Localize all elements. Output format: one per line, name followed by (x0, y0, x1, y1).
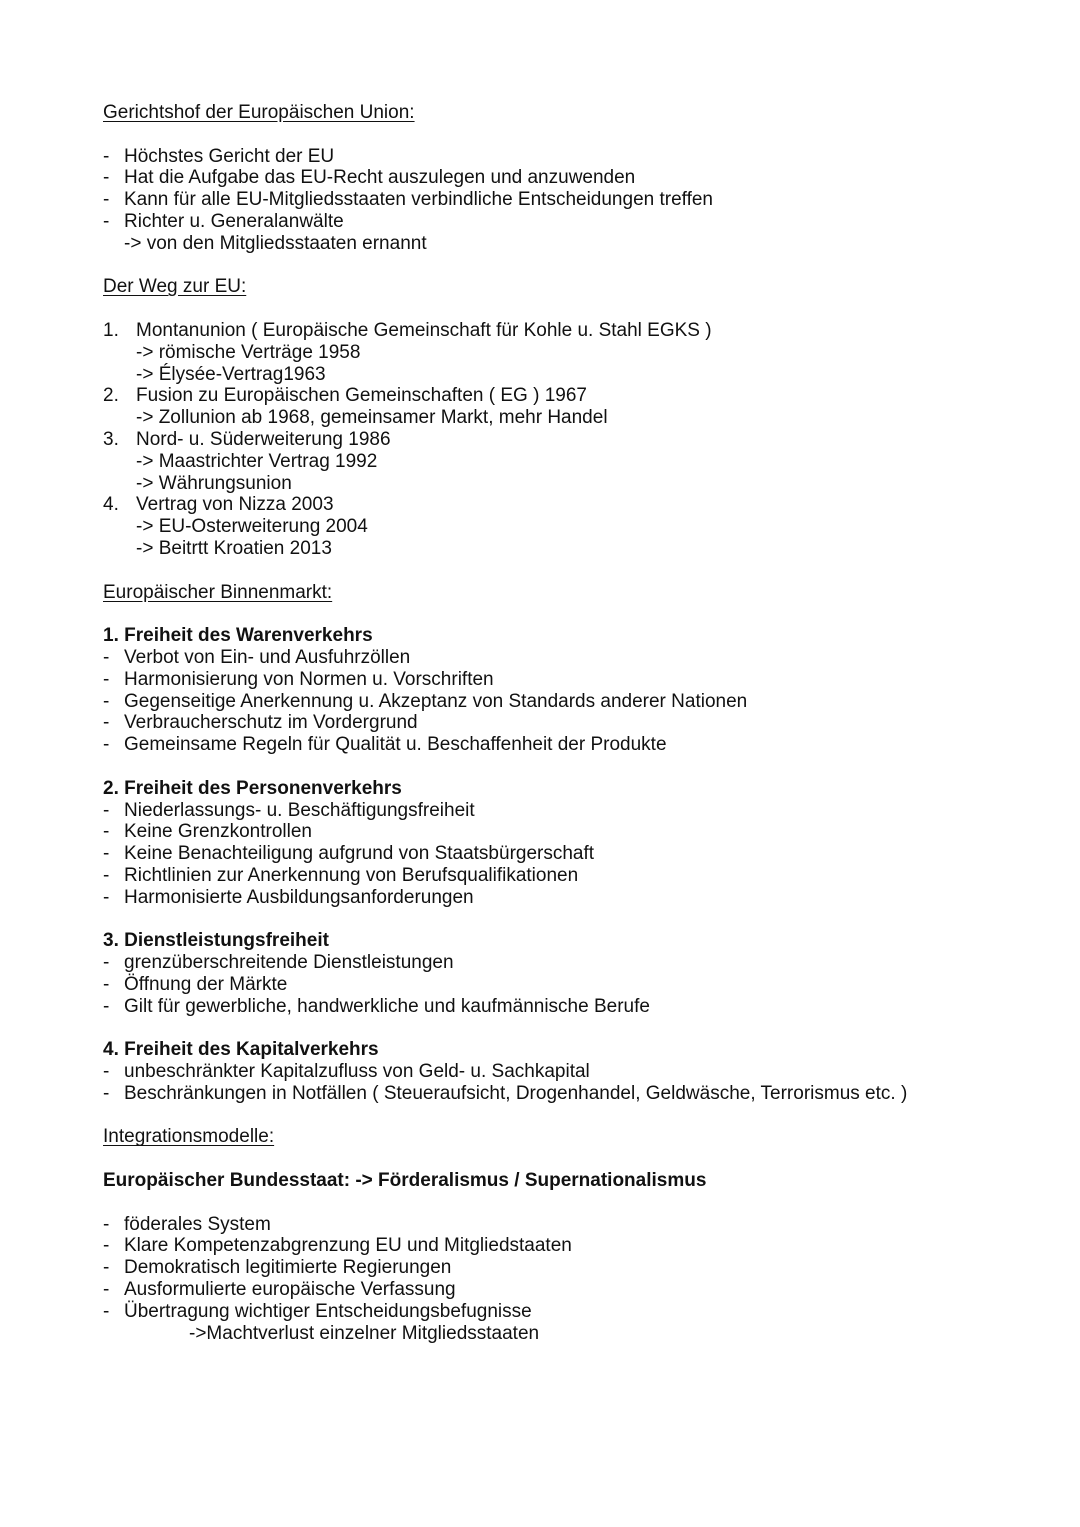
item-number: 2. (103, 385, 119, 407)
item-text: Vertrag von Nizza 2003 (136, 494, 334, 516)
list-item: - unbeschränkter Kapitalzufluss von Geld- u. Sachkapital (103, 1061, 1043, 1083)
list-item: - Verbot von Ein- und Ausfuhrzöllen (103, 647, 1043, 669)
numbered-item (103, 494, 1043, 516)
list-item: - Demokratisch legitimierte Regierungen (103, 1257, 1043, 1279)
list-item: - Harmonisierte Ausbildungsanforderungen (103, 887, 1043, 909)
item-number: 4. (103, 494, 119, 516)
list-item: - Höchstes Gericht der EU (103, 146, 1043, 168)
numbered-item (103, 320, 1043, 342)
numbered-item (103, 385, 1043, 407)
section-heading: Gerichtshof der Europäischen Union: (103, 102, 415, 123)
list-item: - Gegenseitige Anerkennung u. Akzeptanz von Standards anderer Nationen (103, 691, 1043, 713)
section-heading: Integrationsmodelle: (103, 1126, 275, 1148)
list-item: - grenzüberschreitende Dienstleistungen (103, 952, 1043, 974)
list-item: - Harmonisierung von Normen u. Vorschriften (103, 669, 1043, 691)
list-subitem: -> Zollunion ab 1968, gemeinsamer Markt, mehr Handel (136, 407, 608, 429)
list-item: - Niederlassungs- u. Beschäftigungsfreiheit (103, 800, 1043, 822)
list-item: - Verbraucherschutz im Vordergrund (103, 712, 1043, 734)
model-title: Europäischer Bundesstaat: -> Förderalismus / Supernationalismus (103, 1170, 707, 1192)
section-market (103, 582, 1043, 1105)
freedom-title: 1. Freiheit des Warenverkehrs (103, 625, 373, 647)
numbered-item (103, 429, 1043, 451)
section-models (103, 1126, 1043, 1344)
list-subitem: -> Élysée-Vertrag1963 (136, 363, 326, 385)
list-subitem: -> Währungsunion (136, 472, 292, 494)
list-item: - Übertragung wichtiger Entscheidungsbefugnisse (103, 1301, 1043, 1323)
list-item: - Richter u. Generalanwälte (103, 211, 1043, 233)
list-subitem: -> Maastrichter Vertrag 1992 (136, 450, 378, 472)
list-item: - Klare Kompetenzabgrenzung EU und Mitgliedstaaten (103, 1235, 1043, 1257)
document-page (103, 102, 1043, 1344)
section-heading: Der Weg zur EU: (103, 276, 247, 298)
list-item: - föderales System (103, 1214, 1043, 1236)
list-item: - Beschränkungen in Notfällen ( Steueraufsicht, Drogenhandel, Geldwäsche, Terrorismus etc. ) (103, 1083, 1043, 1105)
item-number: 1. (103, 319, 119, 341)
item-text: Nord- u. Süderweiterung 1986 (136, 428, 391, 450)
list-subitem: -> von den Mitgliedsstaaten ernannt (124, 232, 427, 254)
list-item: - Gemeinsame Regeln für Qualität u. Beschaffenheit der Produkte (103, 734, 1043, 756)
item-text: Fusion zu Europäischen Gemeinschaften ( EG ) 1967 (136, 385, 587, 407)
list-item: - Keine Benachteiligung aufgrund von Staatsbürgerschaft (103, 843, 1043, 865)
item-number: 3. (103, 428, 119, 450)
list-subitem: ->Machtverlust einzelner Mitgliedsstaaten (189, 1322, 540, 1344)
section-heading: Europäischer Binnenmarkt: (103, 581, 333, 603)
list-item: - Ausformulierte europäische Verfassung (103, 1279, 1043, 1301)
list-item: - Keine Grenzkontrollen (103, 821, 1043, 843)
list-subitem: -> römische Verträge 1958 (136, 341, 361, 363)
section-court (103, 102, 1043, 255)
freedom-title: 3. Dienstleistungsfreiheit (103, 930, 329, 952)
freedom-title: 2. Freiheit des Personenverkehrs (103, 777, 402, 799)
item-text: Montanunion ( Europäische Gemeinschaft für Kohle u. Stahl EGKS ) (136, 319, 712, 341)
list-item: - Richtlinien zur Anerkennung von Berufsqualifikationen (103, 865, 1043, 887)
section-path (103, 276, 1043, 559)
list-item: - Öffnung der Märkte (103, 974, 1043, 996)
freedom-title: 4. Freiheit des Kapitalverkehrs (103, 1039, 379, 1061)
list-item: - Kann für alle EU-Mitgliedsstaaten verbindliche Entscheidungen treffen (103, 189, 1043, 211)
list-item: - Hat die Aufgabe das EU-Recht auszulegen und anzuwenden (103, 167, 1043, 189)
list-subitem: -> Beitrtt Kroatien 2013 (136, 537, 332, 559)
list-item: - Gilt für gewerbliche, handwerkliche und kaufmännische Berufe (103, 996, 1043, 1018)
list-subitem: -> EU-Osterweiterung 2004 (136, 516, 368, 538)
